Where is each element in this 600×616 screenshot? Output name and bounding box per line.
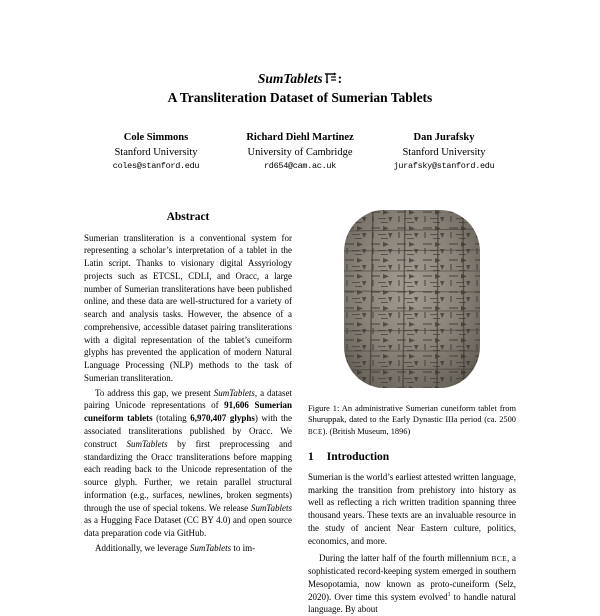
abstract-paragraph: Sumerian transliteration is a conventional system for representing a scholar’s interpretation of a tablet in the Latin script. Thanks to visionary digital Assyriology projects such as ETCSL, CDLI, and Oracc, a large number of Sumerian transliterations have been published online, and these data are well-structured for a variety of search and analysis tasks. However, the absence of a comprehensive, accessible dataset pairing transliterations with a digital representation of the tablet’s cuneiform glyphs has prevented the application of modern Natural Language Processing (NLP) methods to the task of Sumerian transliteration. [84, 232, 292, 383]
section-number: 1 [308, 450, 314, 463]
author-2 [228, 130, 372, 173]
author-1 [84, 130, 228, 173]
body-paragraph: During the latter half of the fourth millennium BCE, a sophisticated record-keeping system emerged in southern Mesopotamia, now known as proto-cuneiform (Selz, 2020). Over time this system evolved$^1$ to handle natural language. By about [308, 553, 516, 615]
abstract-paragraph: To address this gap, we present SumTablets, a dataset pairing Unicode representations of 91,606 Sumerian cuneiform tablets (totaling 6,970,407 glyphs) with the associated transliterations published by Oracc. We construct SumTablets by first preprocessing and standardizing the Oracc transliterations before mapping each reading back to the Unicode representation of the source glyph. Further, we retain parallel structural information (e.g., surfaces, newlines, broken segments) through the use of special tokens. We release SumTablets as a Hugging Face Dataset (CC BY 4.0) and open source data preparation code via GitHub. [84, 387, 293, 539]
author-3 [372, 130, 516, 173]
two-column-body [84, 207, 516, 616]
figure-1 [308, 209, 516, 438]
figure-caption: Figure 1: An administrative Sumerian cuneiform tablet from Shuruppak, dated to the Early Dynastic IIIa period (ca. 2500 BCE). (British Museum, 1896) [308, 403, 516, 437]
author-block [84, 130, 516, 173]
author-name: Dan Jurafsky [413, 131, 475, 143]
body-paragraph: Sumerian is the world’s earliest attested written language, marking the transition from prehistory into history as well as reflecting a rich written tradition spanning three thousand years. These texts are an invaluable resource in the study of ancient Near Eastern culture, politics, economics, and more. [308, 471, 516, 546]
author-email: coles@stanford.edu [112, 161, 200, 172]
abstract-heading: Abstract [166, 210, 210, 223]
author-name: Richard Diehl Martinez [246, 131, 354, 143]
author-affiliation: University of Cambridge [247, 147, 353, 158]
left-column [84, 207, 292, 616]
author-name: Cole Simmons [123, 131, 189, 143]
paper-page [84, 0, 516, 616]
title-colon: : [337, 71, 343, 86]
title-name: SumTablets [257, 71, 323, 86]
author-affiliation: Stanford University [402, 147, 486, 158]
author-email: rd654@cam.ac.uk [263, 161, 336, 172]
right-column [308, 207, 516, 616]
cuneiform-tablet-photo [343, 209, 481, 389]
title-line1 [84, 70, 516, 89]
section-heading-introduction [308, 451, 516, 463]
abstract-paragraph: Additionally, we leverage SumTablets to im- [95, 542, 256, 553]
author-email: jurafsky@stanford.edu [393, 161, 495, 172]
author-affiliation: Stanford University [114, 147, 198, 158]
section-title: Introduction [326, 450, 390, 463]
cuneiform-glyph-icon [324, 72, 337, 84]
page-title [84, 70, 516, 108]
title-line2: A Transliteration Dataset of Sumerian Tablets [167, 89, 433, 105]
